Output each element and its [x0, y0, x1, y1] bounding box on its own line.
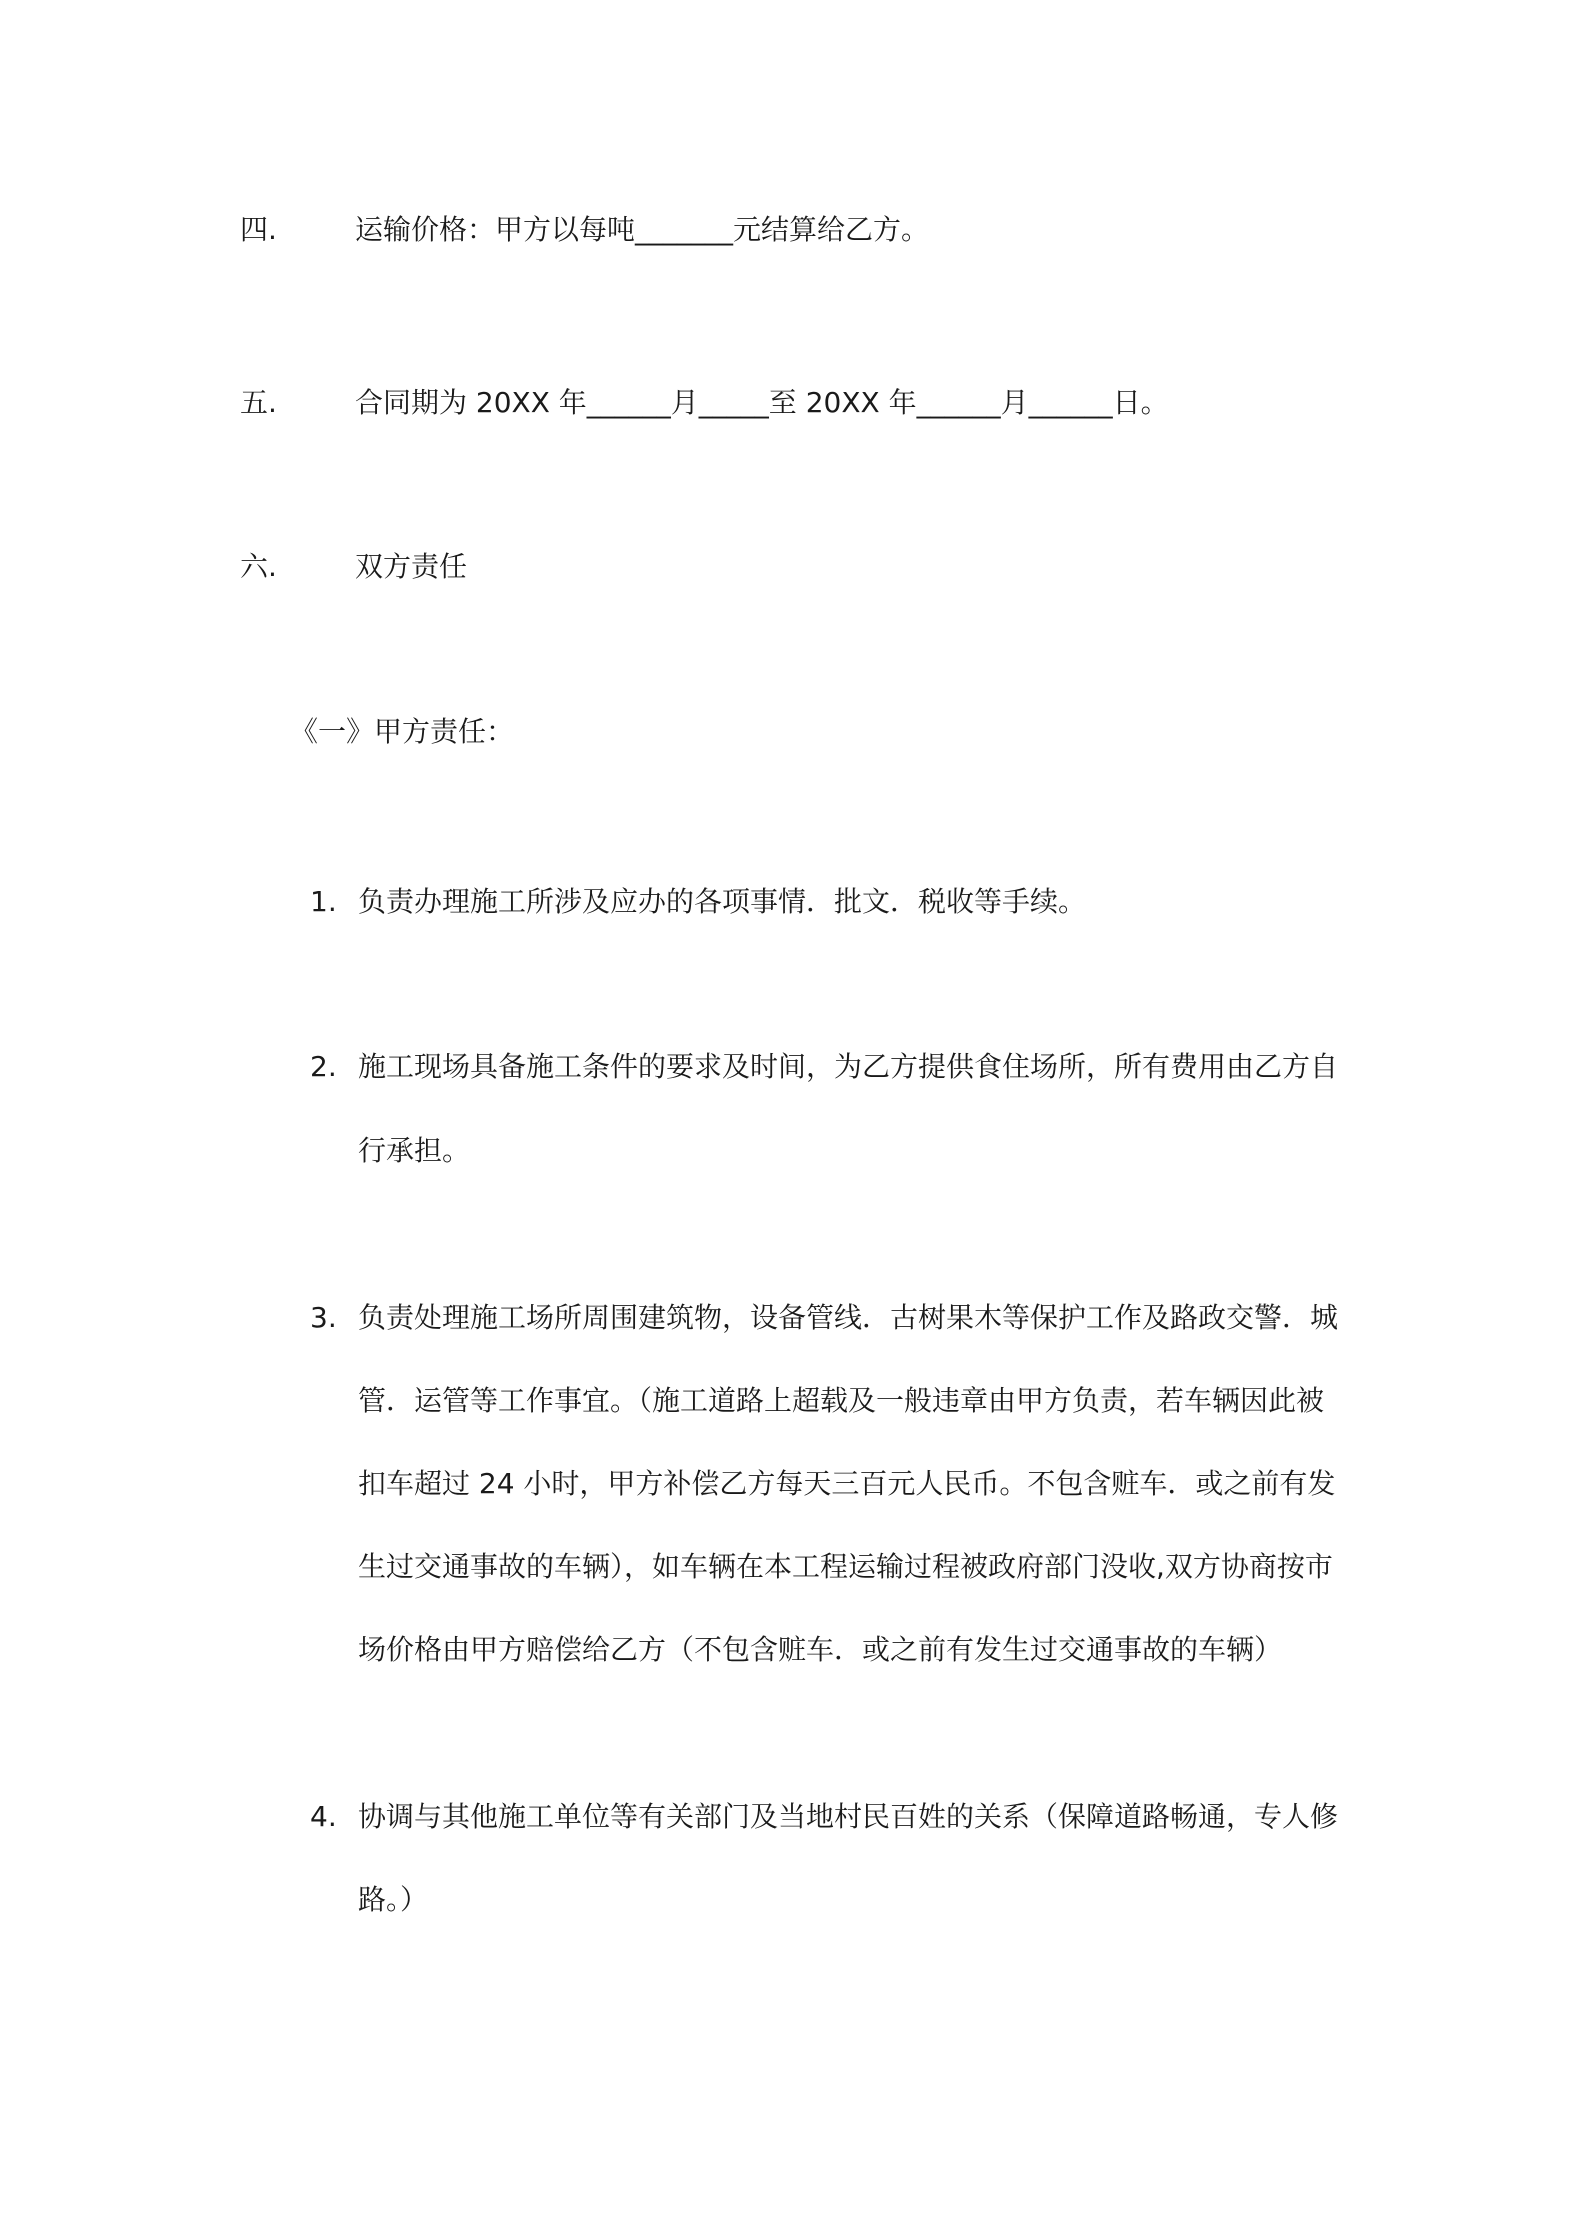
list-item-line: 负责办理施工所涉及应办的各项事情．批文．税收等手续。 — [358, 885, 1087, 918]
list-item-line: 行承担。 — [358, 1134, 471, 1167]
section-number: 五. — [240, 386, 277, 419]
list-item-line: 场价格由甲方赔偿给乙方（不包含赃车．或之前有发生过交通事故的车辆） — [358, 1633, 1283, 1666]
list-item-line: 路。） — [358, 1883, 429, 1916]
list-item-line: 协调与其他施工单位等有关部门及当地村民百姓的关系（保障道路畅通，专人修 — [358, 1800, 1339, 1833]
section-number: 六. — [240, 550, 277, 583]
list-item-line: 生过交通事故的车辆），如车辆在本工程运输过程被政府部门没收,双方协商按市 — [358, 1550, 1333, 1583]
subheading: 《一》甲方责任： — [290, 715, 515, 748]
section-text: 合同期为 20XX 年______月_____至 20XX 年______月______日。 — [355, 386, 1169, 419]
list-item-number: 2. — [310, 1050, 337, 1083]
list-item-line: 施工现场具备施工条件的要求及时间，为乙方提供食住场所，所有费用由乙方自 — [358, 1050, 1339, 1083]
section-number: 四. — [240, 213, 277, 246]
list-item-line: 管．运管等工作事宜。（施工道路上超载及一般违章由甲方负责，若车辆因此被 — [358, 1384, 1325, 1417]
list-item-number: 4. — [310, 1800, 337, 1833]
list-item-line: 扣车超过 24 小时，甲方补偿乙方每天三百元人民币。不包含赃车．或之前有发 — [358, 1467, 1336, 1500]
list-item-number: 3. — [310, 1301, 337, 1334]
section-text: 双方责任 — [355, 550, 468, 583]
list-item-number: 1. — [310, 885, 337, 918]
list-item-line: 负责处理施工场所周围建筑物，设备管线．古树果木等保护工作及路政交警．城 — [358, 1301, 1339, 1334]
section-text: 运输价格：甲方以每吨_______元结算给乙方。 — [355, 213, 930, 246]
